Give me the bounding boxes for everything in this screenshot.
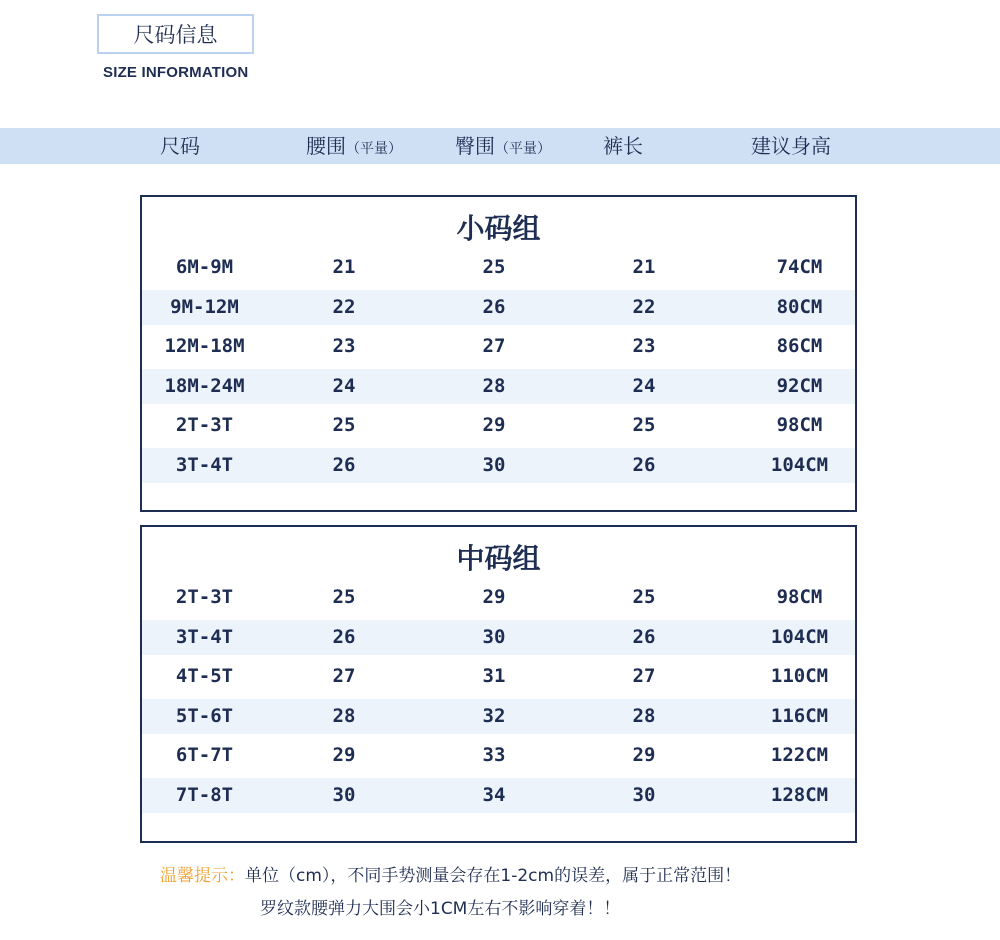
hip-cell: 29: [482, 586, 506, 608]
waist-cell: 24: [332, 374, 356, 397]
size-cell: 12M-18M: [164, 335, 245, 357]
table-row: [142, 778, 855, 813]
length-cell: 22: [632, 295, 656, 318]
table-row: [142, 329, 855, 364]
height-cell: 116CM: [770, 704, 829, 727]
height-cell: 98CM: [776, 414, 823, 436]
table-row: [142, 448, 855, 483]
hip-cell: 33: [482, 744, 506, 766]
table-row: [142, 369, 855, 404]
size-group-medium: [140, 525, 857, 843]
hip-cell: 28: [482, 374, 506, 397]
size-group-small: [140, 195, 857, 512]
header-length: 裤长: [603, 134, 643, 158]
length-cell: 25: [632, 586, 656, 608]
height-cell: 104CM: [770, 625, 829, 648]
length-cell: 27: [632, 665, 656, 687]
length-cell: 26: [632, 625, 656, 648]
hip-cell: 30: [482, 453, 506, 476]
section-title-cn: 尺码信息: [133, 23, 218, 47]
group-title: 中码组: [456, 542, 541, 575]
table-row: [142, 580, 855, 615]
height-cell: 110CM: [770, 665, 829, 687]
height-cell: 86CM: [776, 335, 823, 357]
table-row: [142, 659, 855, 694]
waist-cell: 25: [332, 414, 356, 436]
length-cell: 28: [632, 704, 656, 727]
header-size: 尺码: [160, 134, 200, 158]
waist-cell: 26: [332, 625, 356, 648]
size-cell: 6T-7T: [175, 744, 234, 766]
height-cell: 104CM: [770, 453, 829, 476]
size-cell: 4T-5T: [175, 665, 234, 687]
hip-cell: 32: [482, 704, 506, 727]
header-hip: 臀围（平量）: [455, 134, 551, 158]
height-cell: 98CM: [776, 586, 823, 608]
section-title-en: SIZE INFORMATION: [103, 64, 249, 81]
size-cell: 6M-9M: [175, 256, 234, 278]
waist-cell: 23: [332, 335, 356, 357]
table-row: [142, 290, 855, 325]
note-label: 温馨提示：: [160, 866, 245, 886]
table-row: [142, 699, 855, 734]
column-header-band: [0, 128, 1000, 164]
length-cell: 24: [632, 374, 656, 397]
hip-cell: 27: [482, 335, 506, 357]
size-cell: 3T-4T: [175, 625, 234, 648]
length-cell: 29: [632, 744, 656, 766]
length-cell: 21: [632, 256, 656, 278]
group-title: 小码组: [456, 212, 541, 245]
height-cell: 92CM: [776, 374, 823, 397]
hip-cell: 31: [482, 665, 506, 687]
size-cell: 5T-6T: [175, 704, 234, 727]
size-cell: 3T-4T: [175, 453, 234, 476]
hip-cell: 29: [482, 414, 506, 436]
table-row: [142, 250, 855, 285]
size-cell: 2T-3T: [175, 414, 234, 436]
waist-cell: 27: [332, 665, 356, 687]
height-cell: 122CM: [770, 744, 829, 766]
waist-cell: 21: [332, 256, 356, 278]
hip-cell: 26: [482, 295, 506, 318]
hip-cell: 30: [482, 625, 506, 648]
hip-cell: 25: [482, 256, 506, 278]
length-cell: 30: [632, 783, 656, 806]
length-cell: 25: [632, 414, 656, 436]
length-cell: 26: [632, 453, 656, 476]
note-line-2: [260, 894, 620, 919]
section-title-box: [97, 14, 254, 54]
table-row: [142, 738, 855, 773]
waist-cell: 28: [332, 704, 356, 727]
note-text-1: 单位（cm），不同手势测量会存在1-2cm的误差，属于正常范围！: [245, 866, 742, 886]
waist-cell: 22: [332, 295, 356, 318]
height-cell: 74CM: [776, 256, 823, 278]
size-cell: 18M-24M: [164, 374, 245, 397]
size-cell: 2T-3T: [175, 586, 234, 608]
length-cell: 23: [632, 335, 656, 357]
waist-cell: 30: [332, 783, 356, 806]
header-height: 建议身高: [751, 134, 831, 158]
height-cell: 128CM: [770, 783, 829, 806]
header-waist: 腰围（平量）: [306, 134, 402, 158]
note-text-2: 罗纹款腰弹力大围会小1CM左右不影响穿着！！: [260, 899, 621, 919]
waist-cell: 26: [332, 453, 356, 476]
waist-cell: 29: [332, 744, 356, 766]
size-cell: 7T-8T: [175, 783, 234, 806]
waist-cell: 25: [332, 586, 356, 608]
size-cell: 9M-12M: [170, 295, 239, 318]
table-row: [142, 620, 855, 655]
table-row: [142, 408, 855, 443]
height-cell: 80CM: [776, 295, 823, 318]
hip-cell: 34: [482, 783, 506, 806]
note-line-1: [160, 861, 741, 886]
